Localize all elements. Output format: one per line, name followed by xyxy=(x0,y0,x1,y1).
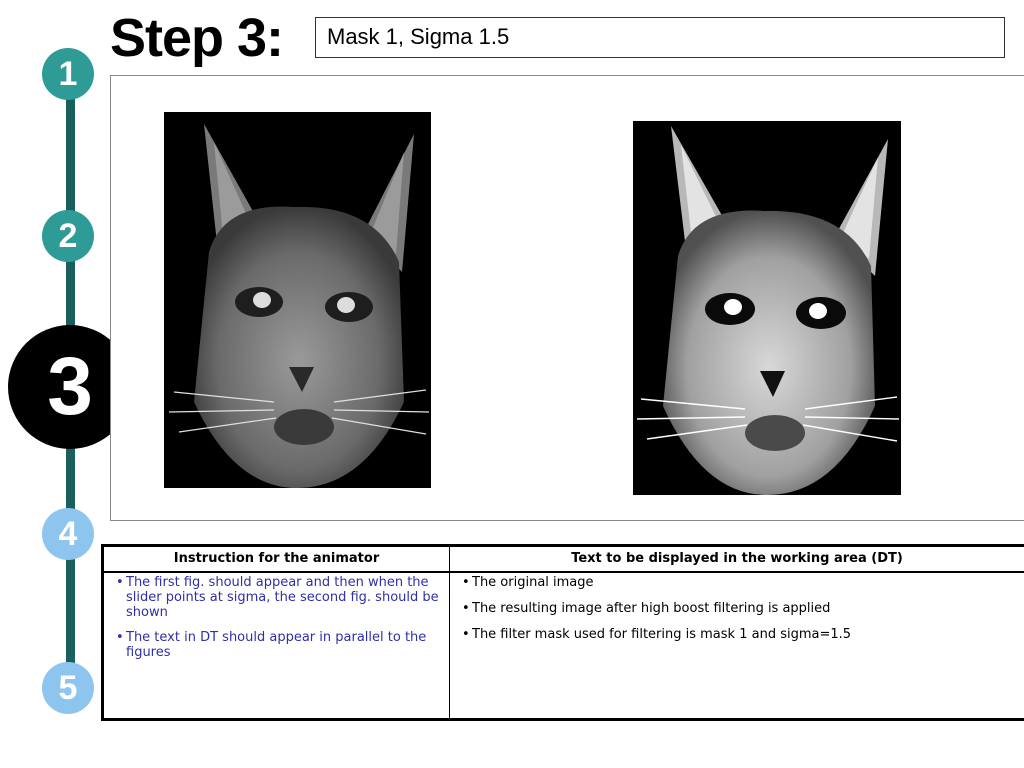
list-item: • The text in DT should appear in parallel to the figures xyxy=(116,630,449,660)
cat-photo-icon xyxy=(633,121,901,495)
animator-instruction-list xyxy=(104,573,449,660)
display-text-list xyxy=(450,573,1024,642)
list-item: • The resulting image after high boost filtering is applied xyxy=(462,601,1024,616)
list-item: • The first fig. should appear and then when the slider points at sigma, the second fig. should be shown xyxy=(116,575,449,620)
display-text-column xyxy=(450,547,1024,718)
step-4-marker[interactable]: 4 xyxy=(42,508,94,560)
caption-box xyxy=(315,17,1005,58)
step-title: Step 3: xyxy=(110,8,284,68)
step-5-marker[interactable]: 5 xyxy=(42,662,94,714)
working-area xyxy=(110,75,1024,521)
display-text-header: Text to be displayed in the working area (DT) xyxy=(450,547,1024,573)
step-2-marker[interactable]: 2 xyxy=(42,210,94,262)
animator-instruction-column xyxy=(104,547,450,718)
animator-instruction-header: Instruction for the animator xyxy=(104,547,449,573)
cat-photo-icon xyxy=(164,112,431,488)
original-cat-image xyxy=(164,112,431,488)
list-item: • The original image xyxy=(462,575,1024,590)
instruction-table xyxy=(101,544,1024,721)
step-1-marker[interactable]: 1 xyxy=(42,48,94,100)
high-boost-filtered-cat-image xyxy=(633,121,901,495)
list-item: • The filter mask used for filtering is mask 1 and sigma=1.5 xyxy=(462,627,1024,642)
step-3-marker-active[interactable]: 3 xyxy=(8,325,132,449)
caption-text: Mask 1, Sigma 1.5 xyxy=(327,24,510,49)
